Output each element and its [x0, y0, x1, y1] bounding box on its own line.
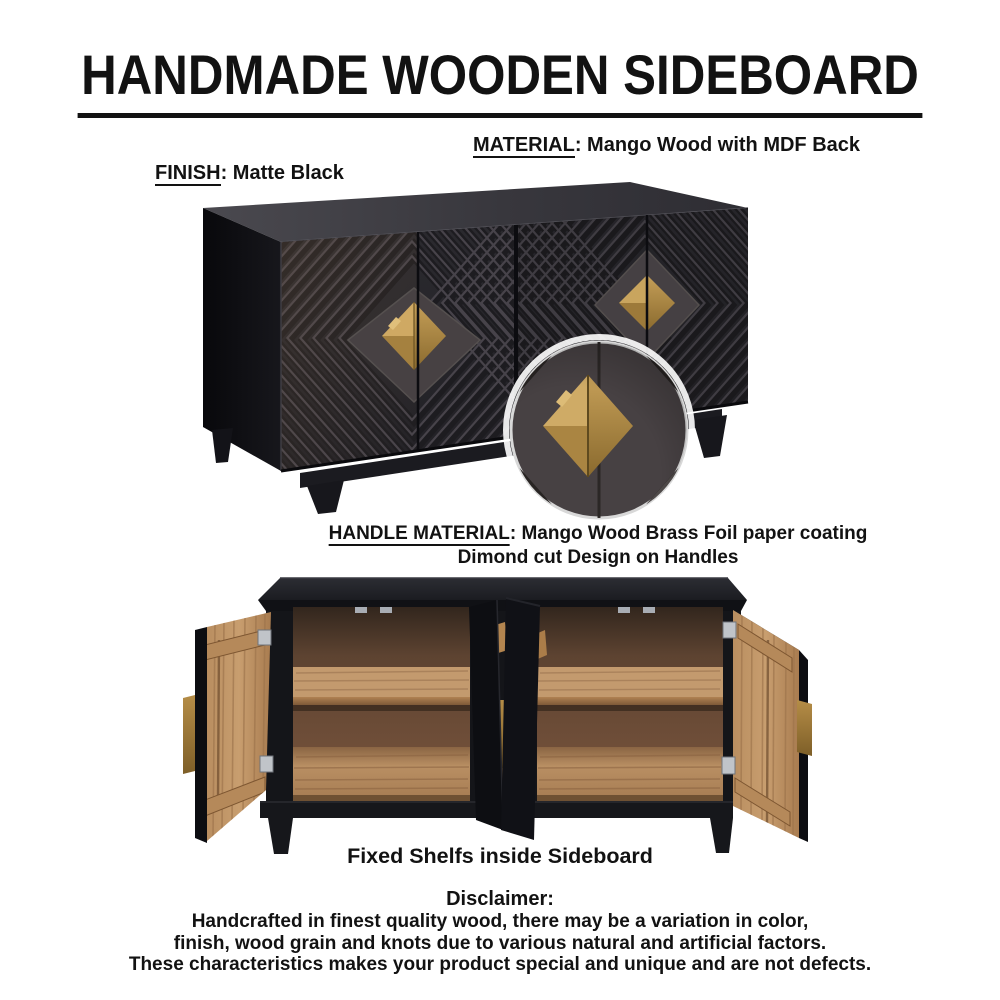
material-value: : Mango Wood with MDF Back [574, 134, 861, 156]
material-spec [473, 134, 860, 157]
handle-material-value: : Mango Wood Brass Foil paper coating [509, 523, 868, 544]
left-open-door [183, 612, 273, 843]
disclaimer-heading: Disclaimer: [446, 888, 554, 910]
material-label: MATERIAL [473, 134, 575, 156]
right-compartment [537, 607, 723, 801]
sideboard-open-photo [165, 570, 845, 865]
shelves-caption: Fixed Shelfs inside Sideboard [347, 844, 653, 868]
handle-material-line2: Dimond cut Design on Handles [457, 547, 739, 568]
sideboard-closed-photo [170, 175, 750, 525]
left-compartment [293, 607, 470, 801]
disclaimer [0, 887, 1000, 976]
disclaimer-line: finish, wood grain and knots due to various natural and artificial factors. [173, 932, 827, 954]
handle-material-label: HANDLE MATERIAL [328, 523, 510, 544]
finish-value: : Matte Black [220, 162, 344, 184]
disclaimer-line: These characteristics makes your product special and unique and are not defects. [128, 954, 872, 975]
page-title: HANDMADE WOODEN SIDEBOARD [78, 42, 923, 118]
handle-material-spec [329, 522, 868, 570]
finish-label: FINISH [155, 162, 221, 184]
disclaimer-line: Handcrafted in finest quality wood, there may be a variation in color, [191, 911, 809, 932]
right-open-door [722, 610, 812, 842]
